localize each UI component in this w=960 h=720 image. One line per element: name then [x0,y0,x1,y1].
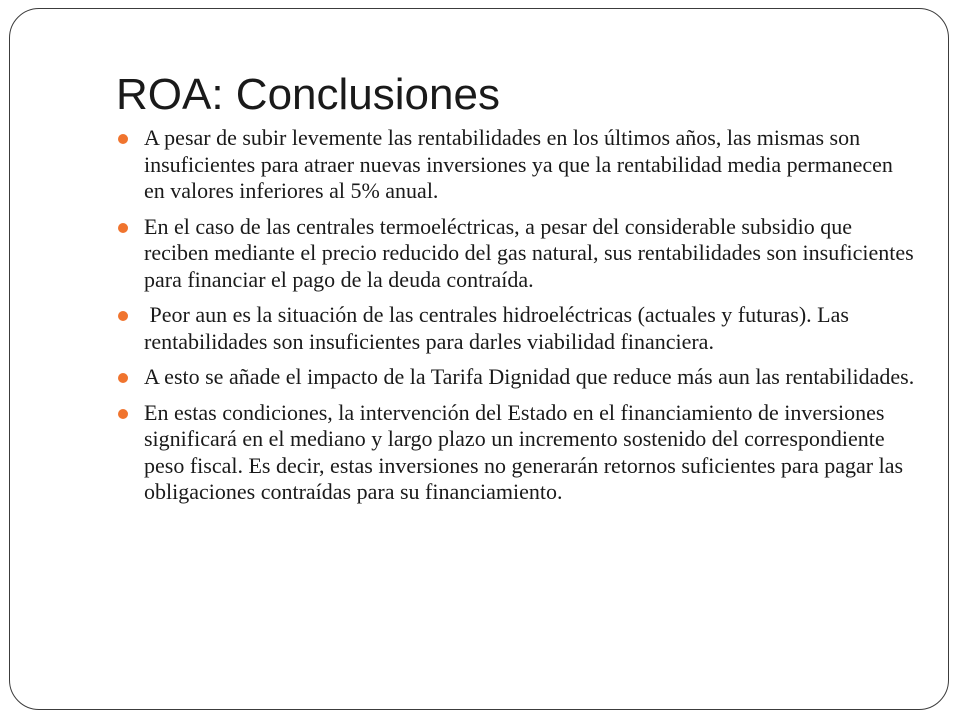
bullet-item [116,214,916,294]
slide-title: ROA: Conclusiones [116,70,500,119]
bullet-dot-icon [118,311,128,321]
bullet-dot-icon [118,409,128,419]
bullet-dot-icon [118,373,128,383]
bullet-item [116,400,916,506]
bullet-dot-icon [118,134,128,144]
bullet-dot-icon [118,223,128,233]
bullet-text: En estas condiciones, la intervención del Estado en el financiamiento de inversiones significará en el mediano y largo plazo un incremento sostenido del correspondiente peso fiscal. Es decir, estas inversiones no generarán retornos suficientes para pagar las obligaciones contraídas para su financiamiento. [144,399,904,504]
bullet-text: A pesar de subir levemente las rentabilidades en los últimos años, las mismas son insuficientes para atraer nuevas inversiones ya que la rentabilidad media permanecen en valores inferiores al 5% anual. [144,125,893,203]
bullet-text: En el caso de las centrales termoeléctricas, a pesar del considerable subsidio que reciben mediante el precio reducido del gas natural, sus rentabilidades son insuficientes para financiar el pago de la deuda contraída. [144,213,914,292]
bullet-item [116,125,916,205]
slide-frame [9,8,949,710]
bullet-item [116,302,916,355]
bullet-item [116,364,916,391]
bullet-text: Peor aun es la situación de las centrales hidroeléctricas (actuales y futuras). Las rentabilidades son insuficientes para darles viabilidad financiera. [144,302,855,354]
bullet-text: A esto se añade el impacto de la Tarifa Dignidad que reduce más aun las rentabilidades. [144,364,915,389]
bullet-list [116,125,916,515]
